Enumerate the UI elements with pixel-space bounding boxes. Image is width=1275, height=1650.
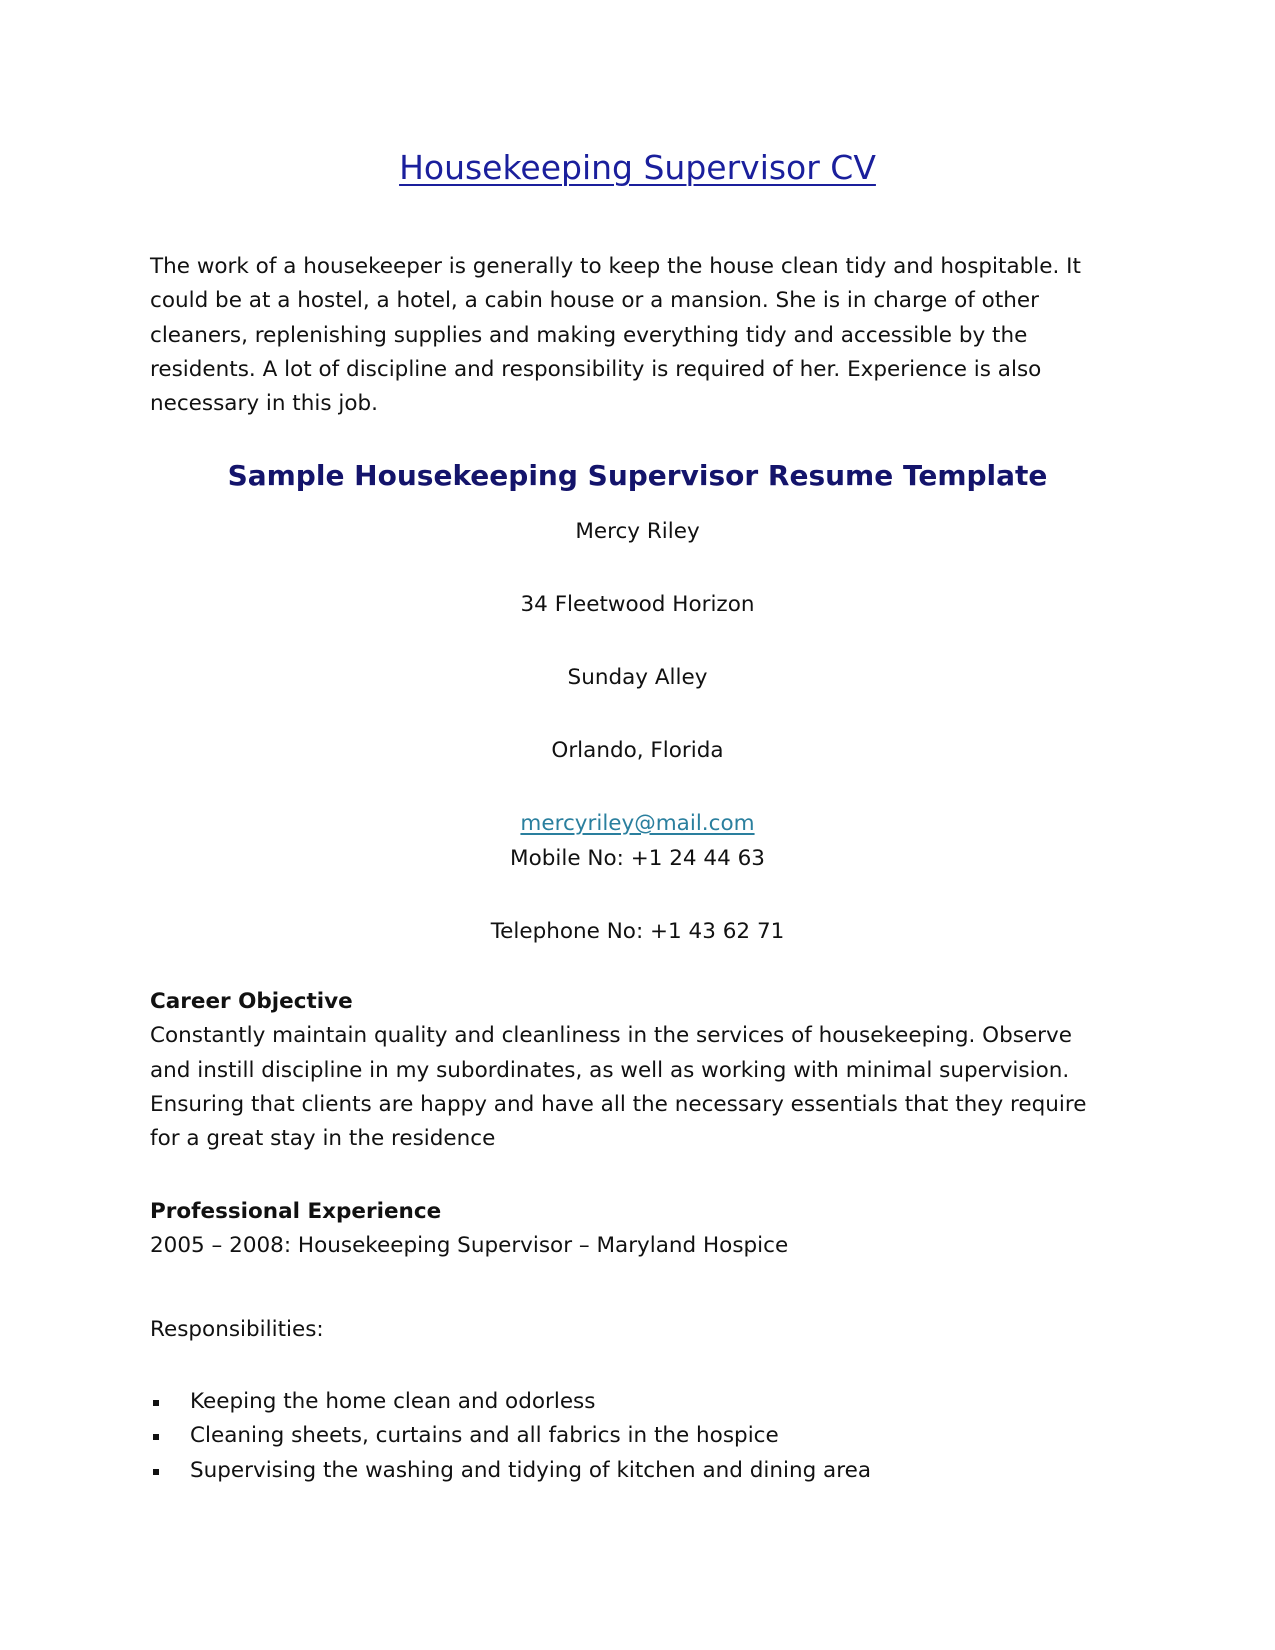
career-objective-heading: Career Objective [150, 989, 353, 1014]
intro-line: The work of a housekeeper is generally to keep the house clean tidy and hospitable. It [150, 254, 1081, 279]
list-item-text: Keeping the home clean and odorless [190, 1389, 596, 1414]
experience-heading: Professional Experience [150, 1199, 442, 1224]
intro-line: residents. A lot of discipline and responsibility is required of her. Experience is also [150, 356, 1042, 382]
career-objective-line: and instill discipline in my subordinates, as well as working with minimal supervision. [150, 1057, 1070, 1083]
career-objective-line: for a great stay in the residence [150, 1126, 496, 1152]
intro-line: could be at a hostel, a hotel, a cabin house or a mansion. She is in charge of other [150, 288, 1039, 314]
list-item [150, 1454, 1140, 1488]
career-objective-line: Ensuring that clients are happy and have all the necessary essentials that they require [150, 1091, 1087, 1117]
responsibilities-label-block [150, 1313, 1140, 1347]
contact-mobile: Mobile No: +1 24 44 63 [510, 846, 765, 871]
experience-section [150, 1195, 1140, 1264]
intro-paragraph [150, 250, 1140, 421]
list-item [150, 1385, 1140, 1419]
intro-line: necessary in this job. [150, 391, 378, 417]
square-bullet-icon [153, 1469, 159, 1475]
contact-email-line [0, 811, 1275, 837]
contact-name: Mercy Riley [575, 519, 700, 544]
list-item-text: Cleaning sheets, curtains and all fabrics in the hospice [190, 1423, 779, 1449]
career-objective-line: Constantly maintain quality and cleanliness in the services of housekeeping. Observe [150, 1023, 1072, 1049]
email-link[interactable]: mercyriley@mail.com [520, 811, 755, 836]
intro-line: cleaners, replenishing supplies and making everything tidy and accessible by the [150, 322, 1028, 348]
responsibilities-label: Responsibilities: [150, 1317, 324, 1342]
square-bullet-icon [153, 1400, 159, 1406]
contact-address-line-2: Sunday Alley [567, 665, 708, 690]
experience-entry: 2005 – 2008: Housekeeping Supervisor – Maryland Hospice [150, 1233, 789, 1259]
contact-address-line-1: 34 Fleetwood Horizon [520, 592, 755, 617]
responsibilities-list [150, 1385, 1140, 1488]
document-title: Housekeeping Supervisor CV [399, 148, 876, 187]
career-objective-section [150, 985, 1140, 1156]
contact-city: Orlando, Florida [551, 738, 724, 763]
square-bullet-icon [153, 1434, 159, 1440]
list-item-text: Supervising the washing and tidying of kitchen and dining area [190, 1457, 871, 1483]
sample-heading: Sample Housekeeping Supervisor Resume Template [227, 459, 1048, 492]
list-item [150, 1419, 1140, 1453]
contact-telephone: Telephone No: +1 43 62 71 [490, 919, 785, 944]
